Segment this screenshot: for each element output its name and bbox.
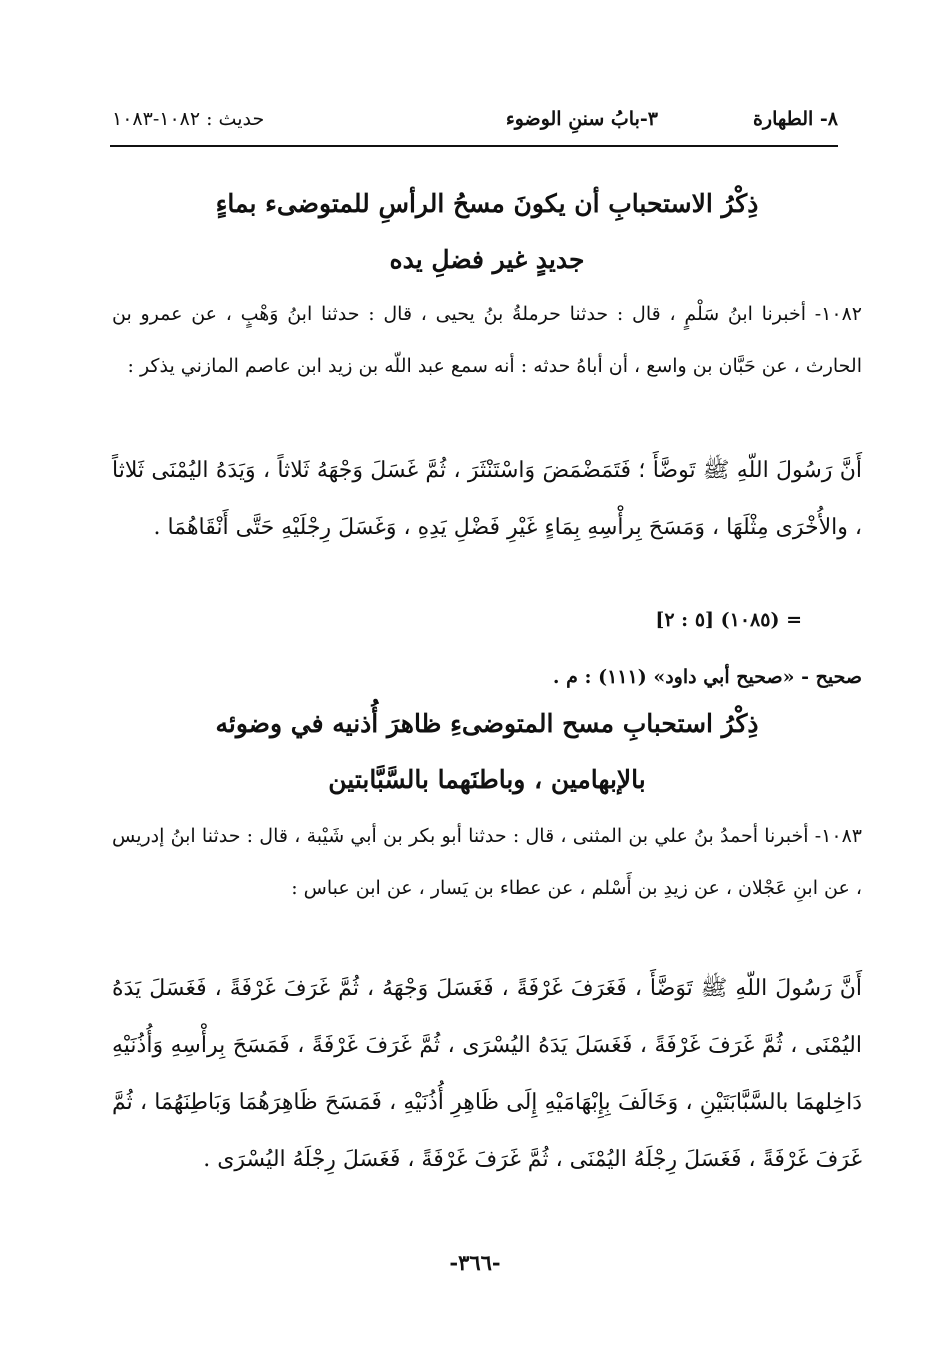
hadith-1082-isnad: ١٠٨٢- أخبرنا ابنُ سَلْمٍ ، قال : حدثنا حرملةُ بنُ يحيى ، قال : حدثنا ابنُ وَهْبٍ ، عن عمرو بن الحارث ، عن حَبَّان بن واسع ، أن أباهُ حدثه : أنه سمع عبد اللّه بن زيد ابن عاصم المازني يذكر : xyxy=(112,303,862,377)
header-divider xyxy=(110,145,838,147)
header-chapter-title: ٣-بابُ سننِ الوضوء xyxy=(505,108,658,130)
header-hadith-range: حديث : ١٠٨٢-١٠٨٣ xyxy=(112,108,265,130)
section-heading-2-line2: بالإبهامين ، وباطنَهما بالسَّبَّابتين xyxy=(328,765,646,794)
hadith-1082-cross-reference: = (١٠٨٥) [٥ : ٢] xyxy=(655,609,802,631)
hadith-1083-isnad: ١٠٨٣- أخبرنا أحمدُ بنُ علي بن المثنى ، قال : حدثنا أبو بكر بن أبي شَيْبة ، قال : حدثنا ابنُ إدريس ، عن ابنِ عَجْلان ، عن زيدِ بن أَسْلم ، عن عطاء بن يَسار ، عن ابن عباس : xyxy=(112,825,862,899)
hadith-1082-matn: أَنَّ رَسُولَ اللّهِ ﷺ تَوضَّأَ ؛ فَتَمَضْمَضَ وَاسْتَنْثَرَ ، ثُمَّ غَسَلَ وَجْهَهُ ثَلاثاً ، وَيَدَهُ اليُمْنَى ثَلاثاً ، والأُخْرَى مِثْلَهَا ، وَمَسَحَ بِرأْسِهِ بِمَاءٍ غَيْرِ فَضْلِ يَدِهِ ، وَغَسَلَ رِجْلَيْهِ حَتَّى أَنْقَاهُمَا . xyxy=(112,458,862,540)
section-heading-2-line1: ذِكْرُ استحبابِ مسح المتوضىءِ ظاهرَ أُذنيه في وضوئه xyxy=(215,709,759,738)
section-heading-2 xyxy=(112,696,862,808)
running-header xyxy=(112,108,838,138)
page-number: -٣٦٦- xyxy=(449,1250,501,1275)
section-heading-1 xyxy=(112,176,862,288)
hadith-1082-grading: صحيح - «صحيح أبي داود» (١١١) : م . xyxy=(552,666,862,688)
section-heading-1-line2: جديدٍ غير فضلِ يده xyxy=(389,245,585,274)
section-heading-1-line1: ذِكْرُ الاستحبابِ أن يكونَ مسحُ الرأسِ للمتوضىء بماءٍ xyxy=(215,189,759,218)
hadith-1083-matn: أَنَّ رَسُولَ اللّهِ ﷺ تَوَضَّأَ ، فَغَرَفَ غَرْفَةً ، فَغَسَلَ وَجْهَهُ ، ثُمَّ غَرَفَ غَرْفَةً ، فَغَسَلَ يَدَهُ اليُمْنَى ، ثُمَّ غَرَفَ غَرْفَةً ، فَغَسَلَ يَدَهُ اليُسْرَى ، ثُمَّ غَرَفَ غَرْفَةً ، فَمَسَحَ بِرأْسِهِ وَأُذُنَيْهِ دَاخِلهمَا بالسَّبَّابَتَيْنِ ، وَخَالَفَ بِإِبْهَامَيْهِ إِلَى ظَاهِرِ أُذُنَيْهِ ، فَمَسَحَ ظَاهِرَهُمَا وَبَاطِنَهُمَا ، ثُمَّ غَرَفَ غَرْفَةً ، فَغَسَلَ رِجْلَهُ اليُمْنَى ، ثُمَّ غَرَفَ غَرْفَةً ، فَغَسَلَ رِجْلَهُ اليُسْرَى . xyxy=(112,976,862,1172)
header-book-title: ٨- الطهارة xyxy=(752,108,838,130)
